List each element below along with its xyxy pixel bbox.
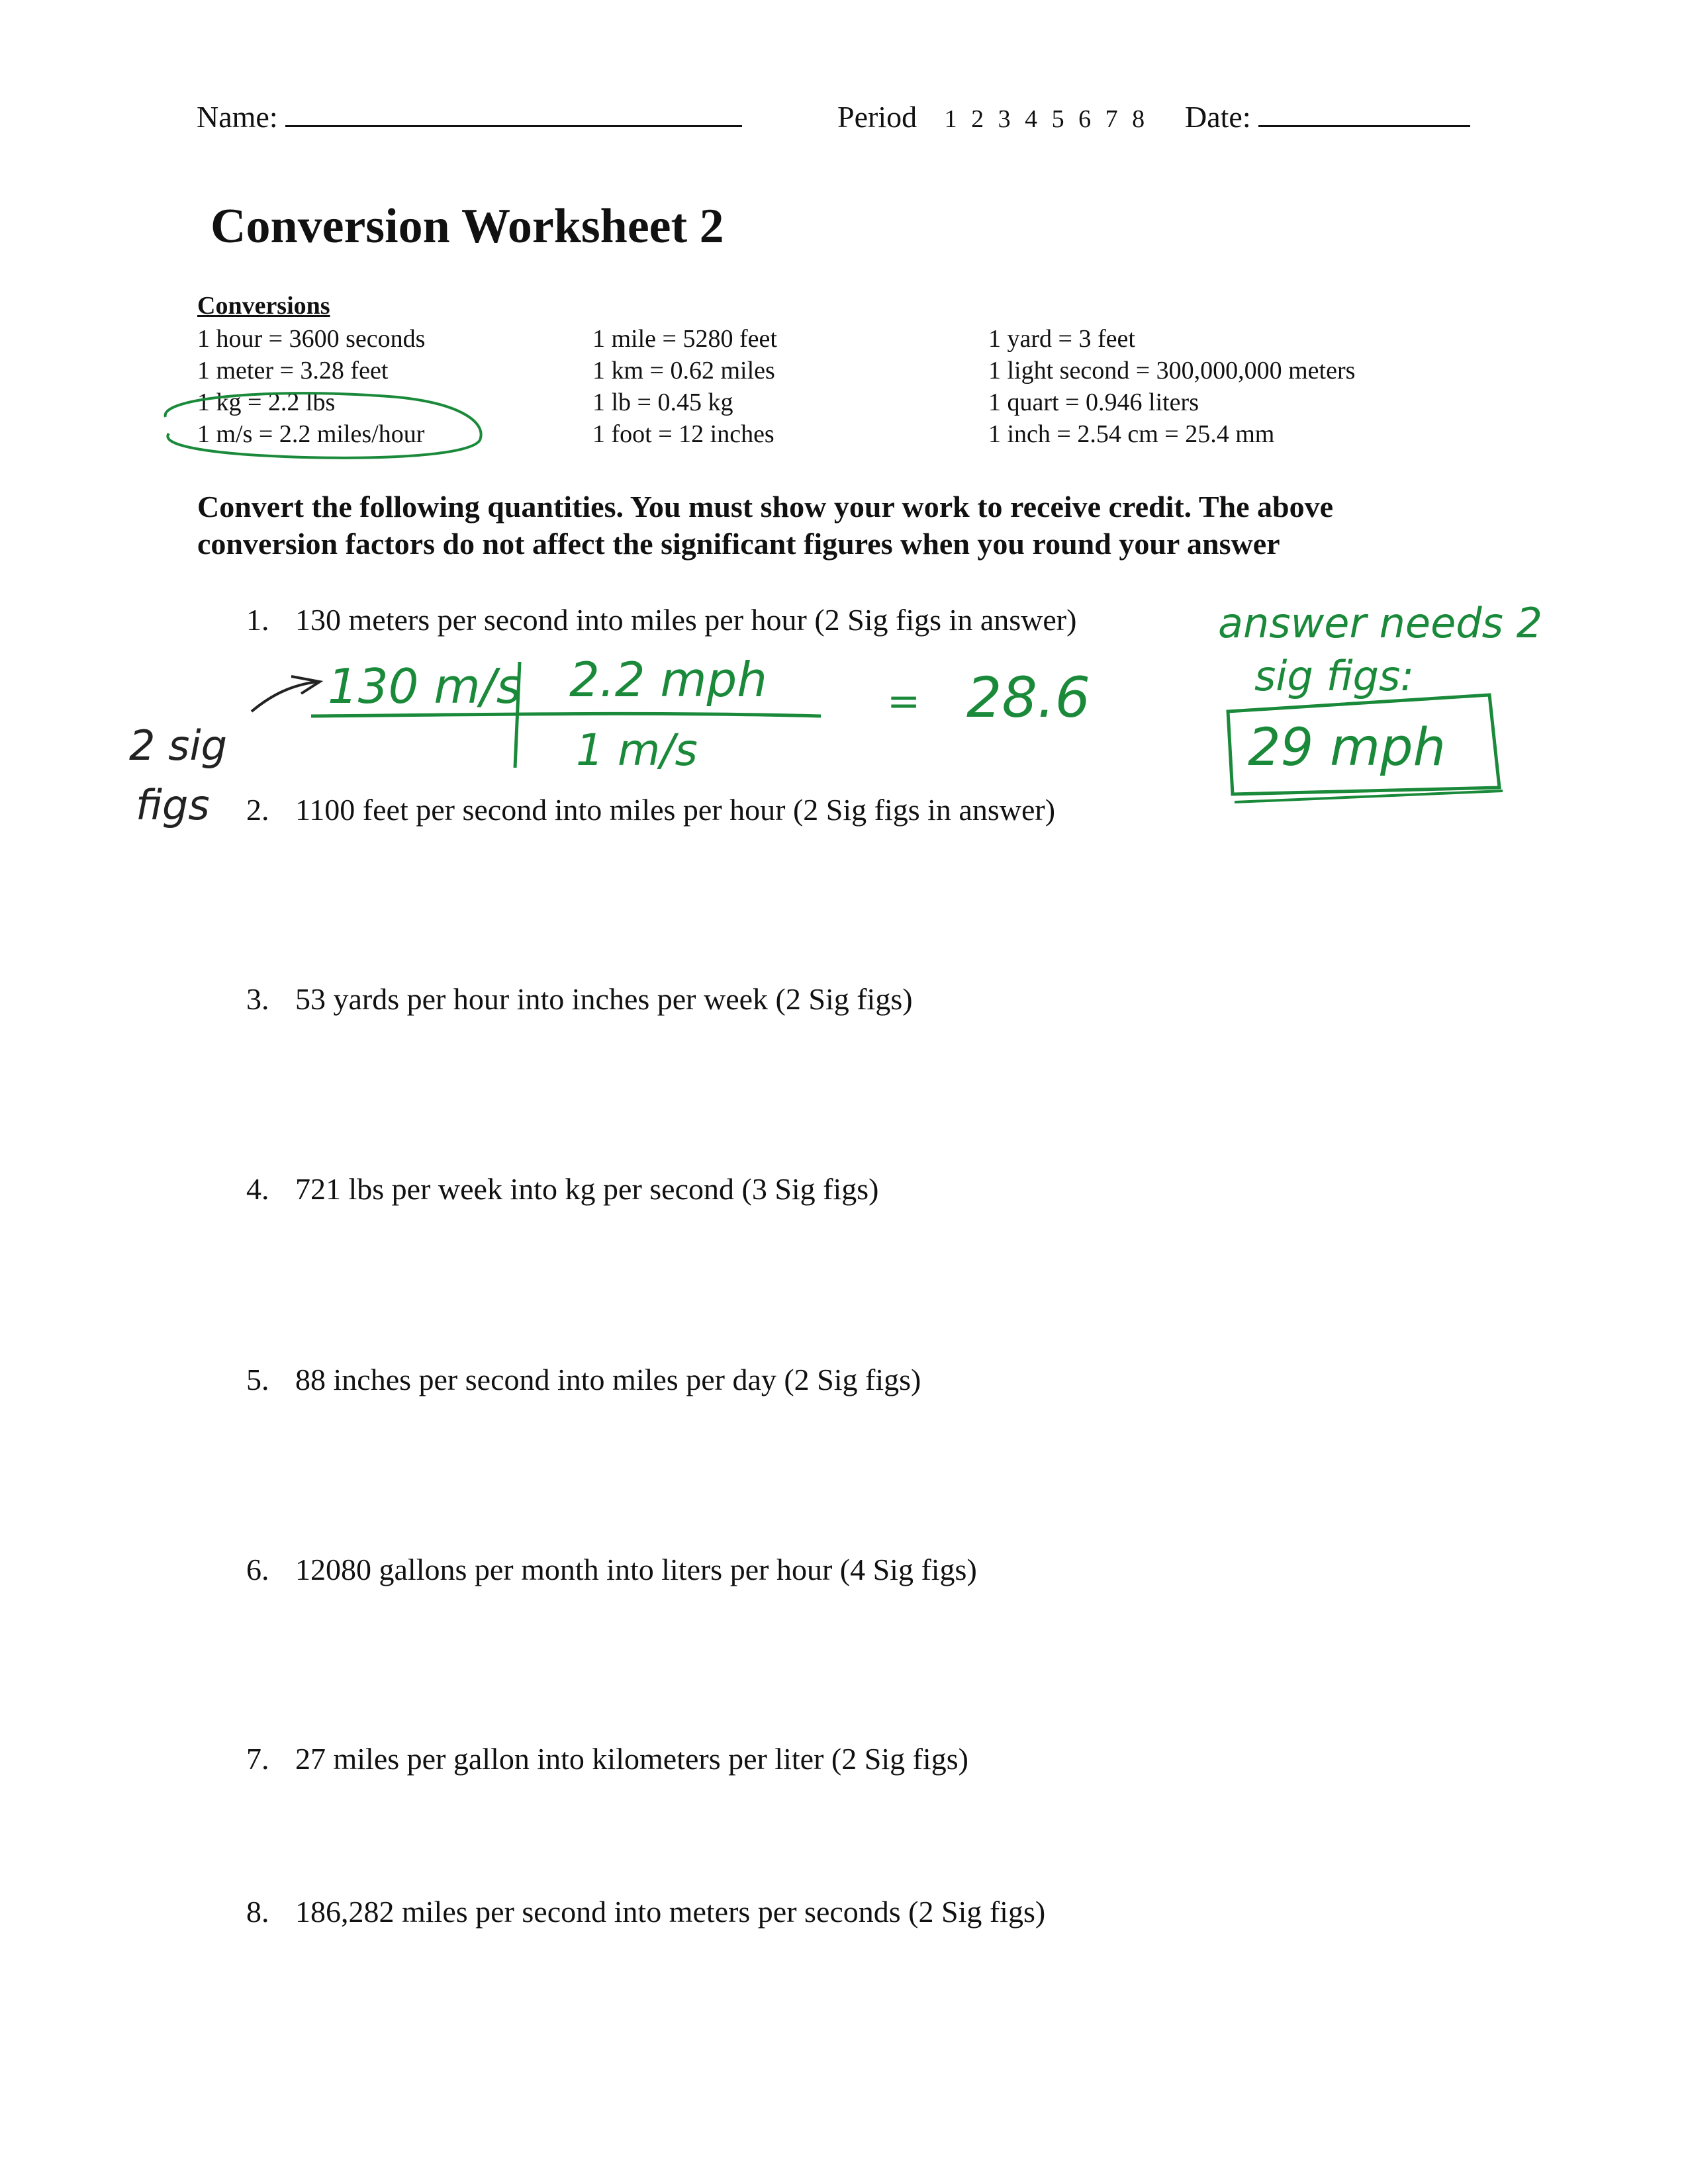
conversion-item: 1 hour = 3600 seconds xyxy=(197,325,426,353)
question-number: 2. xyxy=(246,793,269,827)
question-number: 4. xyxy=(246,1172,269,1206)
conversion-item: 1 mile = 5280 feet xyxy=(592,325,777,353)
conversions-heading: Conversions xyxy=(197,292,330,320)
question-text: 53 yards per hour into inches per week (2 Sig figs) xyxy=(295,982,913,1016)
conversion-item: 1 quart = 0.946 liters xyxy=(988,388,1199,416)
conversion-item: 1 km = 0.62 miles xyxy=(592,357,775,385)
handwritten-given: 130 m/s xyxy=(328,659,522,714)
name-label: Name: xyxy=(197,100,278,134)
period-numbers: 1 2 3 4 5 6 7 8 xyxy=(944,105,1149,133)
date-label: Date: xyxy=(1185,100,1251,134)
question-text: 27 miles per gallon into kilometers per liter (2 Sig figs) xyxy=(295,1742,968,1776)
conversion-item: 1 inch = 2.54 cm = 25.4 mm xyxy=(988,420,1275,448)
conversion-item: 1 m/s = 2.2 miles/hour xyxy=(197,420,425,448)
question-text: 186,282 miles per second into meters per seconds (2 Sig figs) xyxy=(295,1895,1046,1929)
circle-annotation xyxy=(165,393,481,458)
margin-note-line-1: 2 sig xyxy=(129,721,228,770)
question-number: 8. xyxy=(246,1895,269,1929)
handwritten-result: 28.6 xyxy=(966,665,1091,730)
question-number: 3. xyxy=(246,982,269,1016)
period-label: Period xyxy=(837,100,917,134)
question-text: 88 inches per second into miles per day (2 Sig figs) xyxy=(295,1363,921,1396)
conversion-item: 1 meter = 3.28 feet xyxy=(197,357,389,385)
question-number: 5. xyxy=(246,1363,269,1396)
conversion-item: 1 yard = 3 feet xyxy=(988,325,1135,353)
question-text: 721 lbs per week into kg per second (3 Sig figs) xyxy=(295,1172,879,1206)
margin-note-line-2: figs xyxy=(136,781,210,829)
question-number: 1. xyxy=(246,603,269,637)
page-title: Conversion Worksheet 2 xyxy=(211,199,724,253)
conversion-item: 1 foot = 12 inches xyxy=(592,420,774,448)
handwritten-note-line-2: sig figs: xyxy=(1254,652,1415,700)
instructions-line-1: Convert the following quantities. You must show your work to receive credit. The above xyxy=(197,490,1334,523)
conversion-item: 1 kg = 2.2 lbs xyxy=(197,388,336,416)
question-number: 7. xyxy=(246,1742,269,1776)
question-text: 12080 gallons per month into liters per hour (4 Sig figs) xyxy=(295,1553,977,1586)
instructions-line-2: conversion factors do not affect the significant figures when you round your answer xyxy=(197,527,1280,561)
handwritten-boxed-answer: 29 mph xyxy=(1248,718,1446,778)
handwritten-factor-top: 2.2 mph xyxy=(569,652,767,707)
question-text: 130 meters per second into miles per hour (2 Sig figs in answer) xyxy=(295,603,1077,637)
question-number: 6. xyxy=(246,1553,269,1586)
conversion-item: 1 lb = 0.45 kg xyxy=(592,388,733,416)
conversion-item: 1 light second = 300,000,000 meters xyxy=(988,357,1356,385)
handwritten-note-line-1: answer needs 2 xyxy=(1218,599,1543,647)
handwritten-equals: = xyxy=(887,678,921,725)
arrow-annotation xyxy=(252,682,318,711)
handwritten-factor-bottom: 1 m/s xyxy=(576,725,698,776)
question-text: 1100 feet per second into miles per hour (2 Sig figs in answer) xyxy=(295,793,1056,827)
